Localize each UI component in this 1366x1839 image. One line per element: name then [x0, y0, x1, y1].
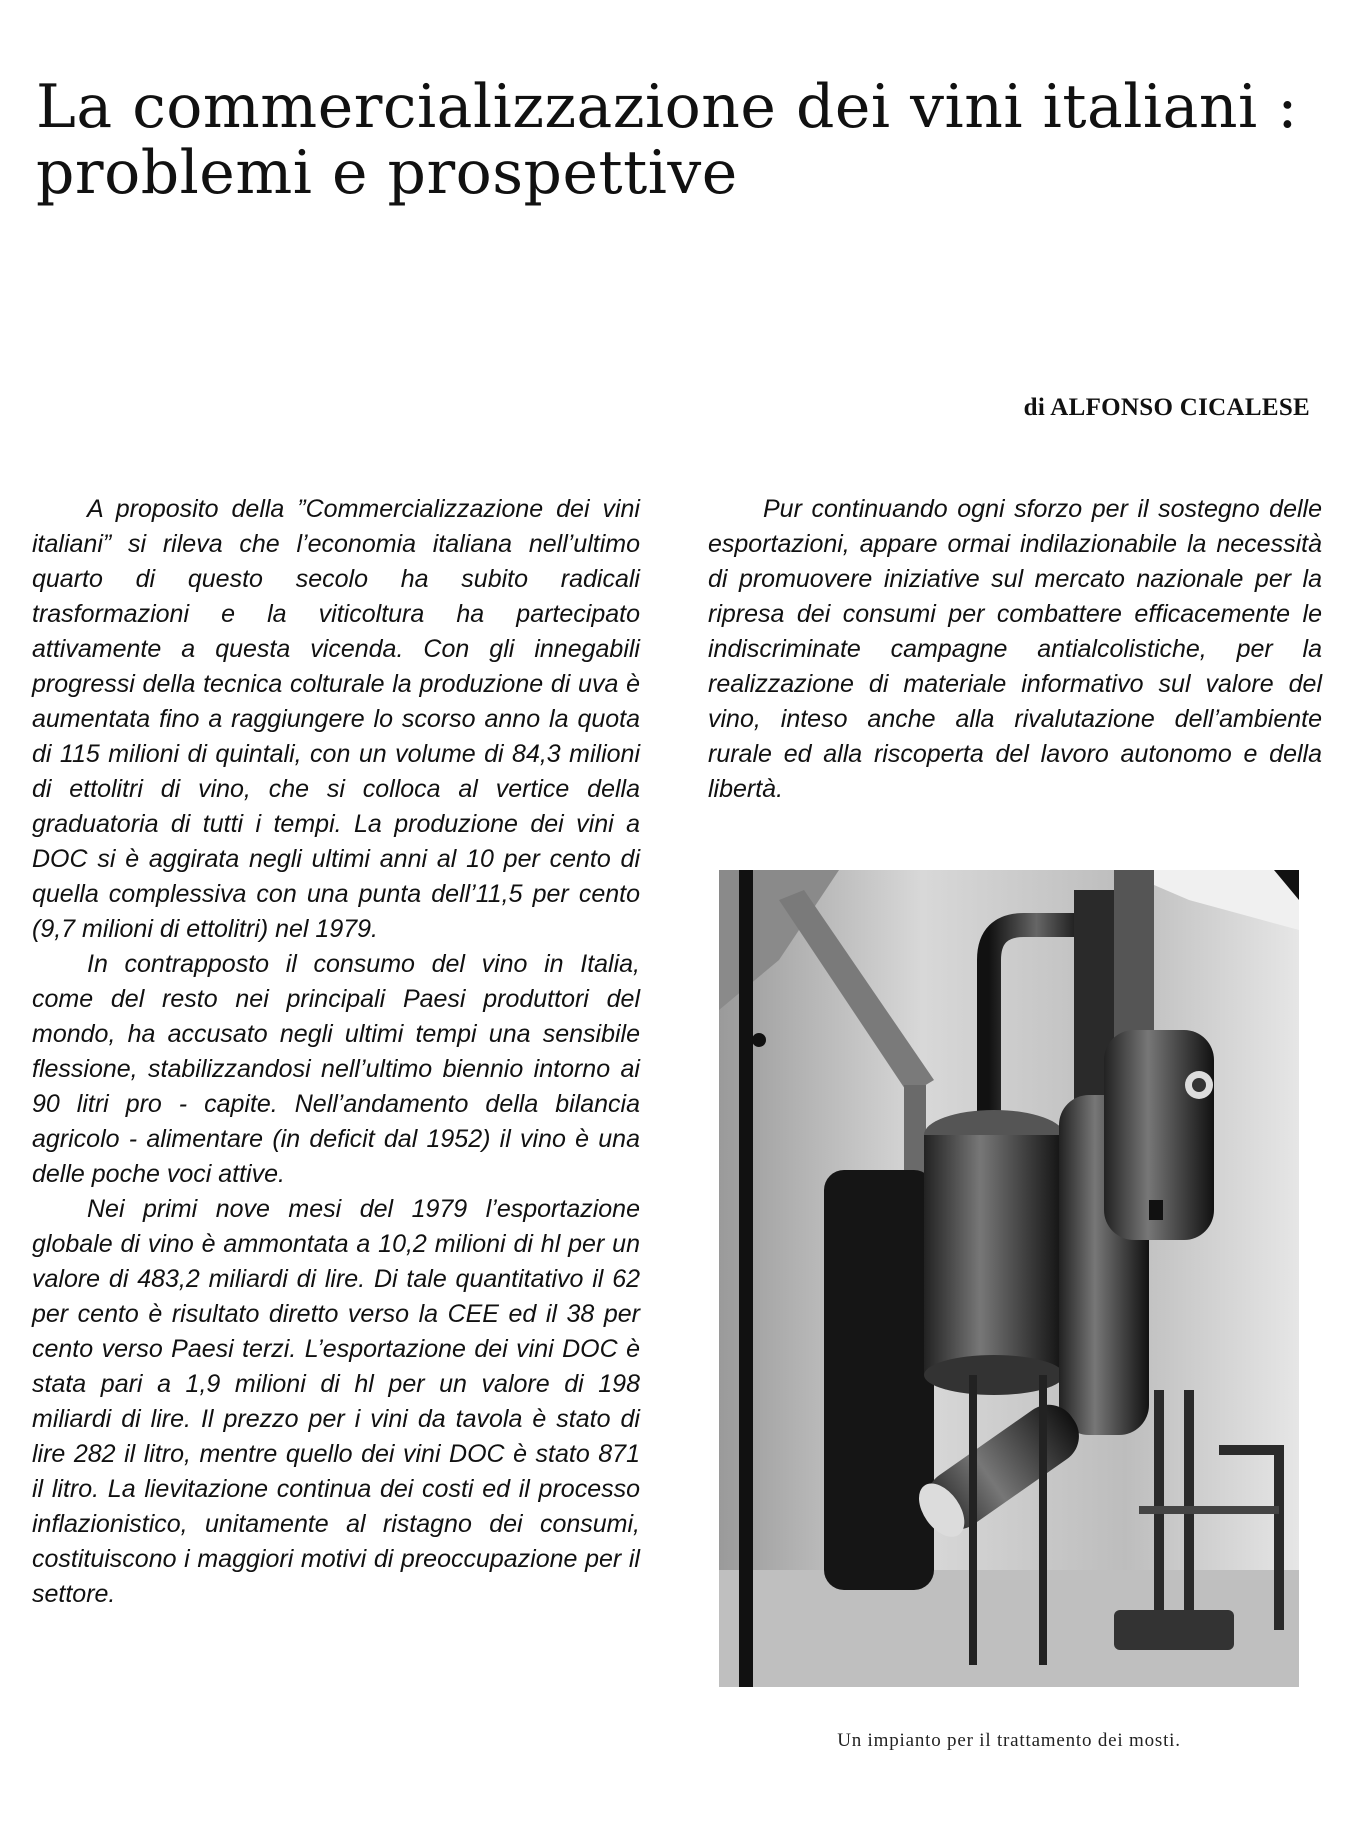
right-text-column — [708, 492, 1322, 807]
paragraph: In contrapposto il consumo del vino in Italia, come del resto nei principali Paesi produttori del mondo, ha accusato negli ultimi tempi una sensibile flessione, stabilizzandosi nell’ultimo biennio intorno ai 90 litri pro - capite. Nell’andamento della bilancia agricolo - alimentare (in deficit dal 1952) il vino è una delle poche voci attive. — [32, 950, 640, 1188]
title-line-2: problemi e prospettive — [36, 138, 738, 208]
paragraph: Nei primi nove mesi del 1979 l’esportazione globale di vino è ammontata a 10,2 milioni di hl per un valore di 483,2 miliardi di lire. Di tale quantitativo il 62 per cento è risultato diretto verso la CEE ed il 38 per cento verso Paesi terzi. L’esportazione dei vini DOC è stata pari a 1,9 milioni di hl per un valore di 198 miliardi di lire. Il prezzo per i vini da tavola è stato di lire 282 il litro, mentre quello dei vini DOC è stato 871 il litro. La lievitazione continua dei costi ed il processo inflazionistico, unitamente al ristagno dei consumi, costituiscono i maggiori motivi di preoccupazione per il settore. — [32, 1195, 640, 1608]
photo-caption: Un impianto per il trattamento dei mosti. — [837, 1730, 1181, 1751]
paragraph: A proposito della ”Commercializzazione dei vini italiani” si rileva che l’economia italiana nell’ultimo quarto di questo secolo ha subito radicali trasformazioni e la viticoltura ha partecipato attivamente a questa vicenda. Con gli innegabili progressi della tecnica colturale la produzione di uva è aumentata fino a raggiungere lo scorso anno la quota di 115 milioni di quintali, con un volume di 84,3 milioni di ettolitri di vino, che si colloca al vertice della graduatoria di tutti i tempi. La produzione dei vini a DOC si è aggirata negli ultimi anni al 10 per cento di quella complessiva con una punta dell’11,5 per cento (9,7 milioni di ettolitri) nel 1979. — [32, 495, 640, 943]
author-byline: di ALFONSO CICALESE — [1023, 394, 1310, 421]
article-title — [36, 74, 1336, 206]
photo-illustration — [719, 870, 1299, 1687]
title-line-1: La commercializzazione dei vini italiani : — [36, 72, 1298, 142]
left-text-column — [32, 492, 640, 1612]
paragraph: Pur continuando ogni sforzo per il sostegno delle esportazioni, appare ormai indilazionabile la necessità di promuovere iniziative sul mercato nazionale per la ripresa dei consumi per combattere efficacemente le indiscriminate campagne antialcolistiche, per la realizzazione di materiale informativo sul valore del vino, inteso anche alla rivalutazione dell’ambiente rurale ed alla riscoperta del lavoro autonomo e della libertà. — [708, 495, 1322, 803]
equipment-photo — [719, 870, 1299, 1687]
